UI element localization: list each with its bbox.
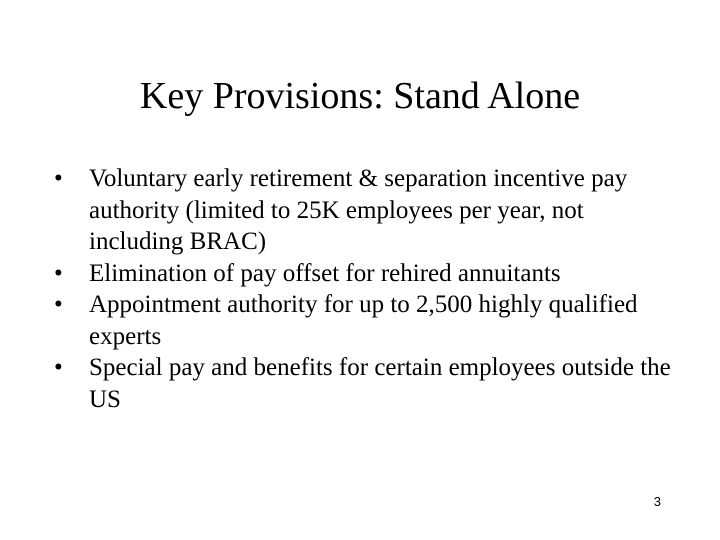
page-number: 3: [653, 494, 661, 509]
bullet-item-appointment-authority: [54, 289, 674, 352]
slide-title: Key Provisions: Stand Alone: [139, 75, 581, 117]
bullet-item-pay-offset: [54, 258, 674, 290]
bullet-text: Appointment authority for up to 2,500 highly qualified experts: [89, 291, 638, 350]
bullet-icon: •: [54, 259, 63, 287]
bullet-item-retirement-incentive: [54, 163, 674, 258]
bullet-text: Elimination of pay offset for rehired annuitants: [89, 259, 561, 287]
bullet-icon: •: [54, 291, 63, 318]
bullet-list: [54, 163, 674, 415]
bullet-text: Special pay and benefits for certain employees outside the US: [89, 354, 671, 413]
bullet-icon: •: [54, 354, 63, 381]
bullet-item-special-pay: [54, 352, 674, 415]
bullet-icon: •: [54, 165, 63, 192]
bullet-text: Voluntary early retirement & separation incentive pay authority (limited to 25K employees per year, not including BRAC): [89, 165, 628, 255]
